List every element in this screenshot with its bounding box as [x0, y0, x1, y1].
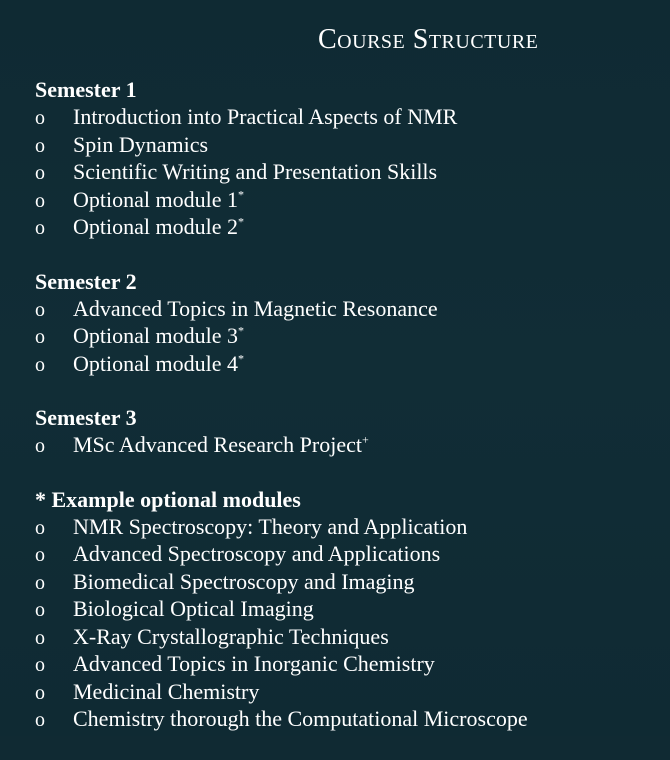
bullet-icon: o: [35, 162, 45, 184]
module-list: [35, 295, 655, 378]
list-item: [35, 650, 655, 678]
bullet-icon: o: [35, 298, 45, 321]
page-title: Course Structure: [318, 24, 539, 55]
module-list: [35, 431, 655, 459]
module-name: Spin Dynamics: [73, 131, 209, 157]
module-name: NMR Spectroscopy: Theory and Application: [73, 513, 468, 539]
bullet-icon: o: [35, 189, 45, 212]
module-name: Introduction into Practical Aspects of NMR: [73, 104, 458, 129]
list-item: [35, 131, 655, 159]
module-name: Biological Optical Imaging: [73, 596, 314, 621]
bullet-icon: o: [35, 516, 45, 539]
list-item: [35, 705, 655, 733]
list-item: [35, 350, 655, 378]
list-item: [35, 595, 655, 623]
list-item: [35, 431, 655, 459]
bullet-icon: o: [35, 599, 45, 621]
module-name: Advanced Topics in Inorganic Chemistry: [73, 651, 435, 676]
module-name: Advanced Topics in Magnetic Resonance: [73, 295, 438, 321]
module-name: Chemistry thorough the Computational Microscope: [73, 706, 528, 731]
module-list: [35, 513, 655, 733]
module-name: Scientific Writing and Presentation Skills: [73, 159, 438, 184]
module-name: Medicinal Chemistry: [73, 678, 260, 704]
list-item: [35, 678, 655, 706]
list-item: [35, 540, 655, 568]
bullet-icon: o: [35, 217, 45, 239]
list-item: [35, 213, 655, 241]
module-name: Optional module 1*: [73, 186, 244, 212]
list-item: [35, 568, 655, 596]
list-item: [35, 103, 655, 131]
section-semester-2: [35, 268, 655, 378]
section-heading: * Example optional modules: [35, 486, 301, 512]
list-item: [35, 186, 655, 214]
module-name: Biomedical Spectroscopy and Imaging: [73, 568, 415, 594]
module-name: X-Ray Crystallographic Techniques: [73, 623, 389, 649]
bullet-icon: o: [35, 435, 45, 457]
bullet-icon: o: [35, 571, 45, 594]
list-item: [35, 513, 655, 541]
section-heading: Semester 3: [35, 405, 137, 430]
section-semester-1: [35, 76, 655, 241]
course-structure-content: [35, 76, 655, 760]
bullet-icon: o: [35, 709, 45, 731]
bullet-icon: o: [35, 654, 45, 676]
list-item: [35, 158, 655, 186]
bullet-icon: o: [35, 626, 45, 649]
section-heading: Semester 2: [35, 268, 137, 294]
module-name: MSc Advanced Research Project+: [73, 432, 369, 457]
module-name: Optional module 2*: [73, 214, 244, 239]
bullet-icon: o: [35, 544, 45, 566]
list-item: [35, 322, 655, 350]
bullet-icon: o: [35, 353, 45, 376]
bullet-icon: o: [35, 326, 45, 348]
section-semester-3: [35, 404, 655, 459]
module-name: Optional module 3*: [73, 323, 244, 348]
module-name: Optional module 4*: [73, 350, 244, 376]
bullet-icon: o: [35, 134, 45, 157]
section-optional-modules: [35, 486, 655, 733]
module-list: [35, 103, 655, 241]
list-item: [35, 623, 655, 651]
module-name: Advanced Spectroscopy and Applications: [73, 541, 441, 566]
bullet-icon: o: [35, 107, 45, 129]
list-item: [35, 295, 655, 323]
section-heading: Semester 1: [35, 77, 137, 102]
bullet-icon: o: [35, 681, 45, 704]
